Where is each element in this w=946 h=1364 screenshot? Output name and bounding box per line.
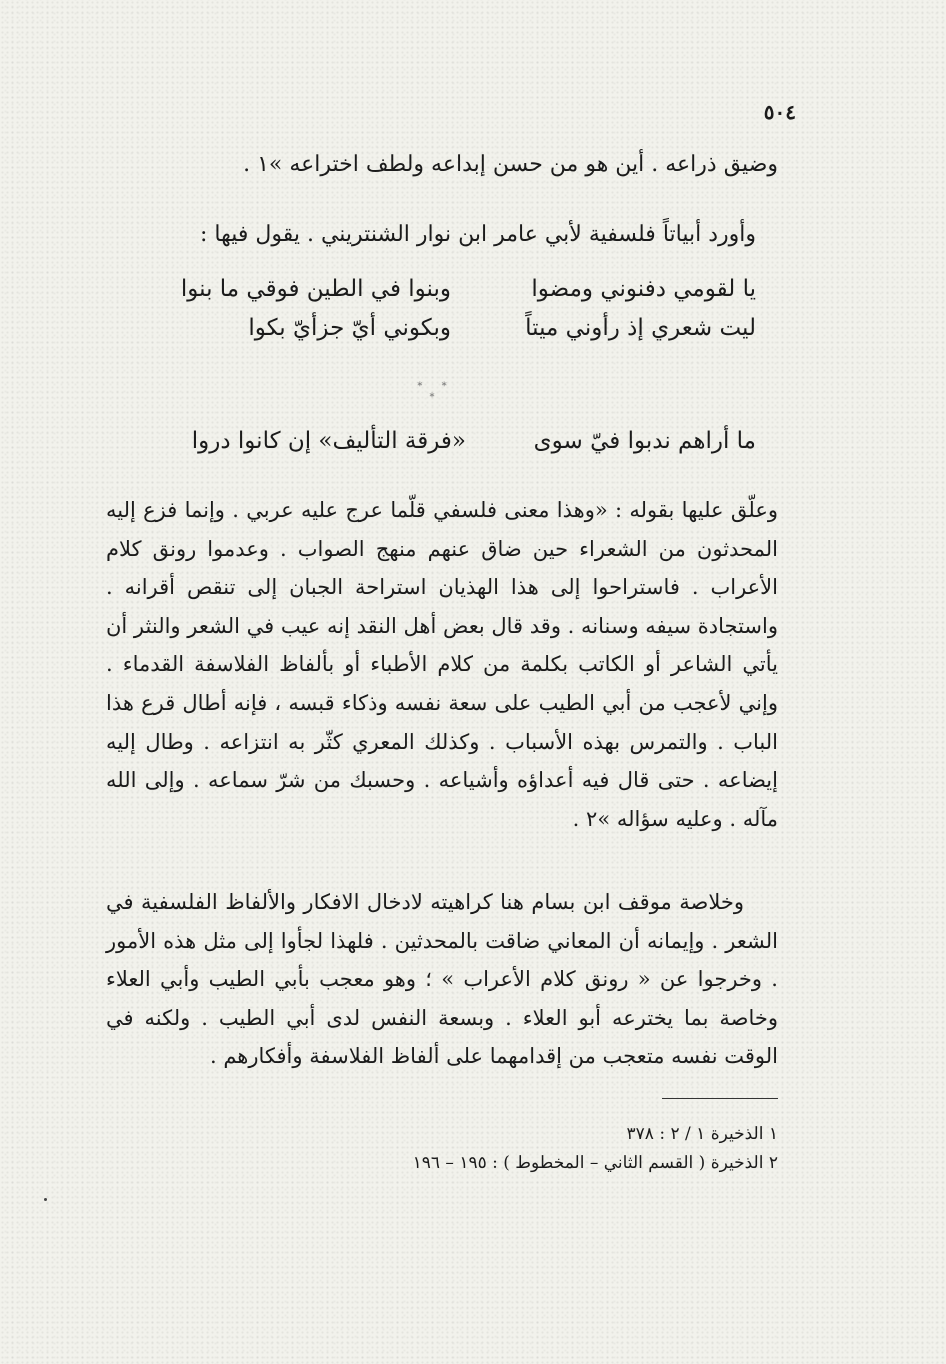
intro-line: وأورد أبياتاً فلسفية لأبي عامر ابن نوار الشنتريني . يقول فيها :	[199, 222, 756, 247]
footnote-1: ١ الذخيرة ١ / ٢ : ٣٧٨	[626, 1124, 778, 1144]
paper-speck	[44, 1198, 47, 1201]
page-number: ٥٠٤	[763, 100, 796, 124]
poem-verse-2	[196, 315, 756, 351]
section-separator: * * *	[417, 381, 455, 403]
poem-verse-1	[180, 276, 756, 312]
footnote-divider	[662, 1098, 778, 1099]
paragraph-summary: وخلاصة موقف ابن بسام هنا كراهيته لادخال الافكار والألفاظ الفلسفية في الشعر . وإيمانه أن المعاني ضاقت بالمحدثين . فلهذا لجأوا إلى مثل هذه الأمور . وخرجوا عن « رونق كلام الأعراب » ؛ وهو معجب بأبي الطيب وأبي العلاء وخاصة بما يخترعه أبو العلاء . وبسعة النفس لدى أبي الطيب . ولكنه في الوقت نفسه متعجب من إقدامهما على ألفاظ الفلاسفة وأفكارهم .	[106, 890, 778, 1069]
verse-1-first-hemistich: يا لقومي دفنوني ومضوا	[531, 276, 756, 302]
footnote-2: ٢ الذخيرة ( القسم الثاني – المخطوط ) : ١٩٥ – ١٩٦	[412, 1153, 778, 1173]
verse-2-first-hemistich: ليت شعري إذ رأوني ميتاً	[525, 315, 756, 341]
verse-3-first-hemistich: ما أراهم ندبوا فيّ سوى	[533, 428, 756, 454]
poem-verse-3	[191, 428, 756, 464]
verse-3-second-hemistich: «فرقة التأليف» إن كانوا دروا	[191, 428, 466, 454]
paragraph-commentary: وعلّق عليها بقوله : «وهذا معنى فلسفي قلّما عرج عليه عربي . وإنما فزع إليه المحدثون من الشعراء حين ضاق عنهم منهج الصواب . وعدموا رونق كلام الأعراب . فاستراحوا إلى هذا الهذيان استراحة الجبان إلى تنقص أقرانه . واستجادة سيفه وسنانه . وقد قال بعض أهل النقد إنه عيب في الشعر والنثر أن يأتي الشاعر أو الكاتب بكلمة من كلام الأطباء أو بألفاظ الفلاسفة القدماء . وإني لأعجب من أبي الطيب على سعة نفسه وذكاء قبسه ، فإنه أطال قرع هذا الباب . والتمرس بهذه الأسباب . وكذلك المعري كثّر به انتزاعه . وطال إليه إيضاعه . حتى قال فيه أعداؤه وأشياعه . وحسبك من شرّ سماعه . وإلى الله مآله . وعليه سؤاله »٢ .	[106, 498, 778, 831]
verse-2-second-hemistich: وبكوني أيّ جزأيّ بكوا	[248, 315, 451, 341]
verse-1-second-hemistich: وبنوا في الطين فوقي ما بنوا	[180, 276, 451, 302]
opening-line: وضيق ذراعه . أين هو من حسن إبداعه ولطف اختراعه »١ .	[243, 152, 778, 177]
